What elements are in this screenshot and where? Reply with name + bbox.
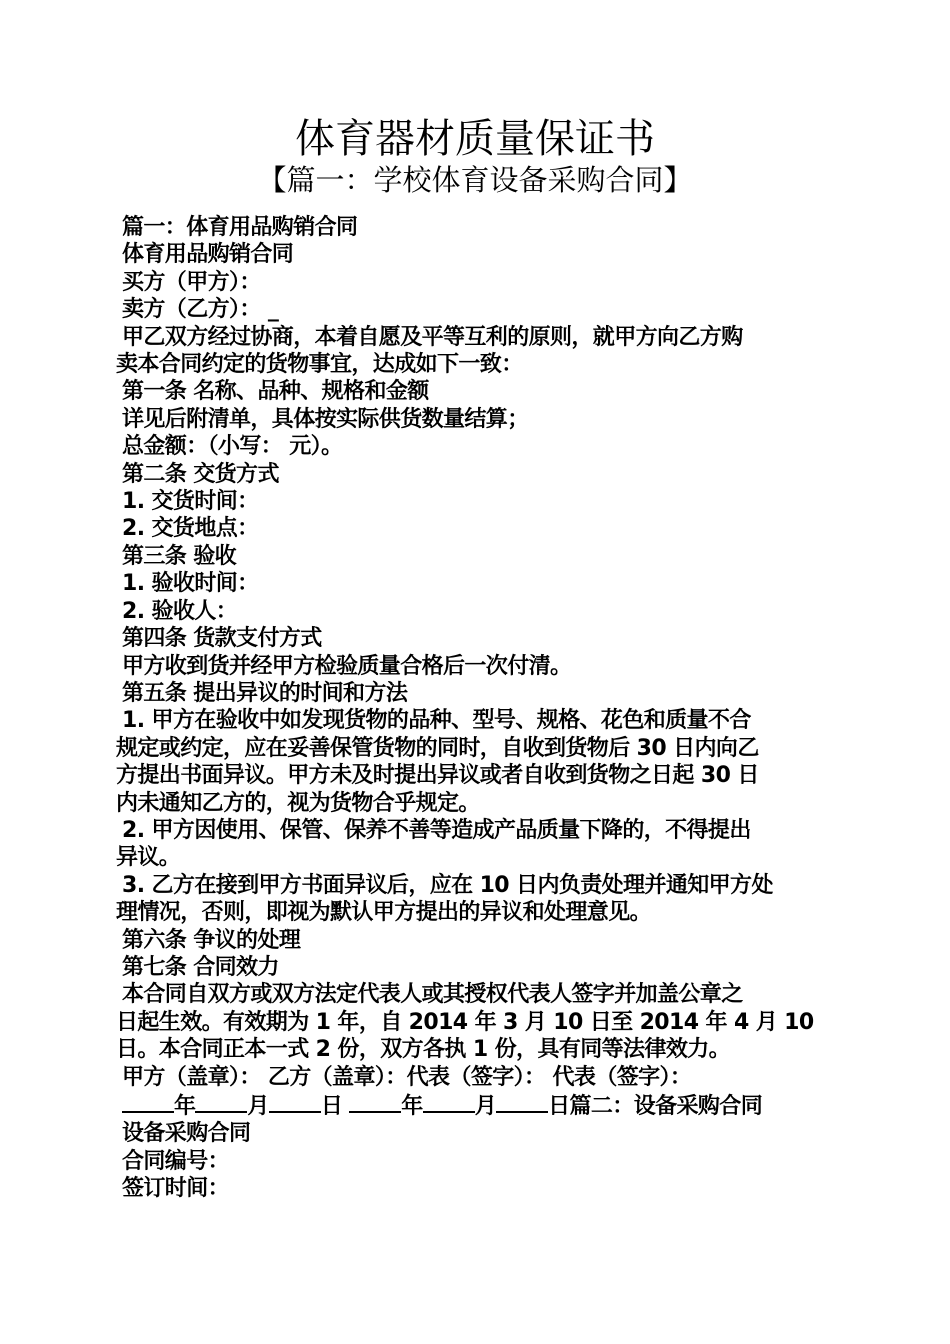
paragraph-line: 规定或约定，应在妥善保管货物的同时，自收到货物后 30 日内向乙 [116, 735, 759, 761]
month-label: 月 [247, 1094, 269, 1119]
day-label: 日 [548, 1094, 570, 1119]
list-item: 1. 交货时间： [122, 489, 259, 515]
blank-field [423, 1091, 475, 1113]
list-item: 3. 乙方在接到甲方书面异议后，应在 10 日内负责处理并通知甲方处 [122, 872, 773, 898]
document-title: 体育器材质量保证书 [295, 116, 655, 162]
contract-title: 设备采购合同 [122, 1121, 251, 1147]
document-subtitle: 【篇一：学校体育设备采购合同】 [257, 163, 693, 197]
list-item: 1. 验收时间： [122, 571, 259, 597]
article-heading: 第五条 提出异议的时间和方法 [122, 680, 408, 706]
article-heading: 第三条 验收 [122, 543, 237, 569]
paragraph-line: 本合同自双方或双方法定代表人或其授权代表人签字并加盖公章之 [122, 982, 743, 1008]
paragraph-line: 理情况，否则，即视为默认甲方提出的异议和处理意见。 [116, 900, 652, 926]
paragraph-line: 内未通知乙方的，视为货物合乎规定。 [116, 790, 480, 816]
buyer-line: 买方（甲方）： [122, 269, 261, 295]
signature-line: 甲方（盖章）： 乙方（盖章）：代表（签字）： 代表（签字）： [122, 1064, 692, 1090]
next-section-heading: 篇二：设备采购合同 [569, 1094, 763, 1119]
contract-title: 体育用品购销合同 [122, 242, 294, 268]
blank-field [269, 1091, 321, 1113]
article-heading: 第一条 名称、品种、规格和金额 [122, 379, 429, 405]
article-heading: 第四条 货款支付方式 [122, 626, 322, 652]
signing-time-line: 签订时间： [122, 1176, 230, 1202]
day-label: 日 [320, 1094, 343, 1119]
paragraph-line: 甲方收到货并经甲方检验质量合格后一次付清。 [122, 653, 572, 679]
section-heading: 篇一：体育用品购销合同 [122, 215, 358, 240]
blank-field [496, 1091, 548, 1113]
list-item: 1. 甲方在验收中如发现货物的品种、型号、规格、花色和质量不合 [122, 708, 751, 734]
paragraph-line: 卖本合同约定的货物事宜，达成如下一致： [116, 352, 523, 378]
list-item: 2. 甲方因使用、保管、保养不善等造成产品质量下降的，不得提出 [122, 817, 751, 843]
blank-field [195, 1091, 247, 1113]
list-item: 2. 验收人： [122, 598, 238, 624]
total-amount-line: 总金额：（小写： 元）。 [122, 434, 343, 460]
year-label: 年 [401, 1094, 423, 1119]
contract-number-line: 合同编号： [122, 1148, 230, 1174]
blank-field [349, 1091, 401, 1113]
date-line [116, 1091, 836, 1120]
paragraph-line: 详见后附清单，具体按实际供货数量结算； [122, 406, 529, 432]
list-item: 2. 交货地点： [122, 516, 259, 542]
paragraph-line: 甲乙双方经过协商，本着自愿及平等互利的原则，就甲方向乙方购 [122, 324, 743, 350]
article-heading: 第六条 争议的处理 [122, 927, 301, 953]
article-heading: 第二条 交货方式 [122, 461, 279, 487]
paragraph-line: 日。本合同正本一式 2 份，双方各执 1 份，具有同等法律效力。 [116, 1037, 731, 1063]
paragraph-line: 方提出书面异议。甲方未及时提出异议或者自收到货物之日起 30 日 [116, 763, 759, 789]
year-label: 年 [174, 1094, 196, 1119]
contract-body [116, 214, 836, 1203]
seller-line: 卖方（乙方）： _ [122, 297, 279, 323]
paragraph-line: 异议。 [116, 845, 181, 871]
blank-field [122, 1091, 174, 1113]
month-label: 月 [474, 1094, 497, 1119]
article-heading: 第七条 合同效力 [122, 954, 279, 980]
paragraph-line: 日起生效。有效期为 1 年，自 2014 年 3 月 10 日至 2014 年 4 月 10 [116, 1009, 814, 1035]
